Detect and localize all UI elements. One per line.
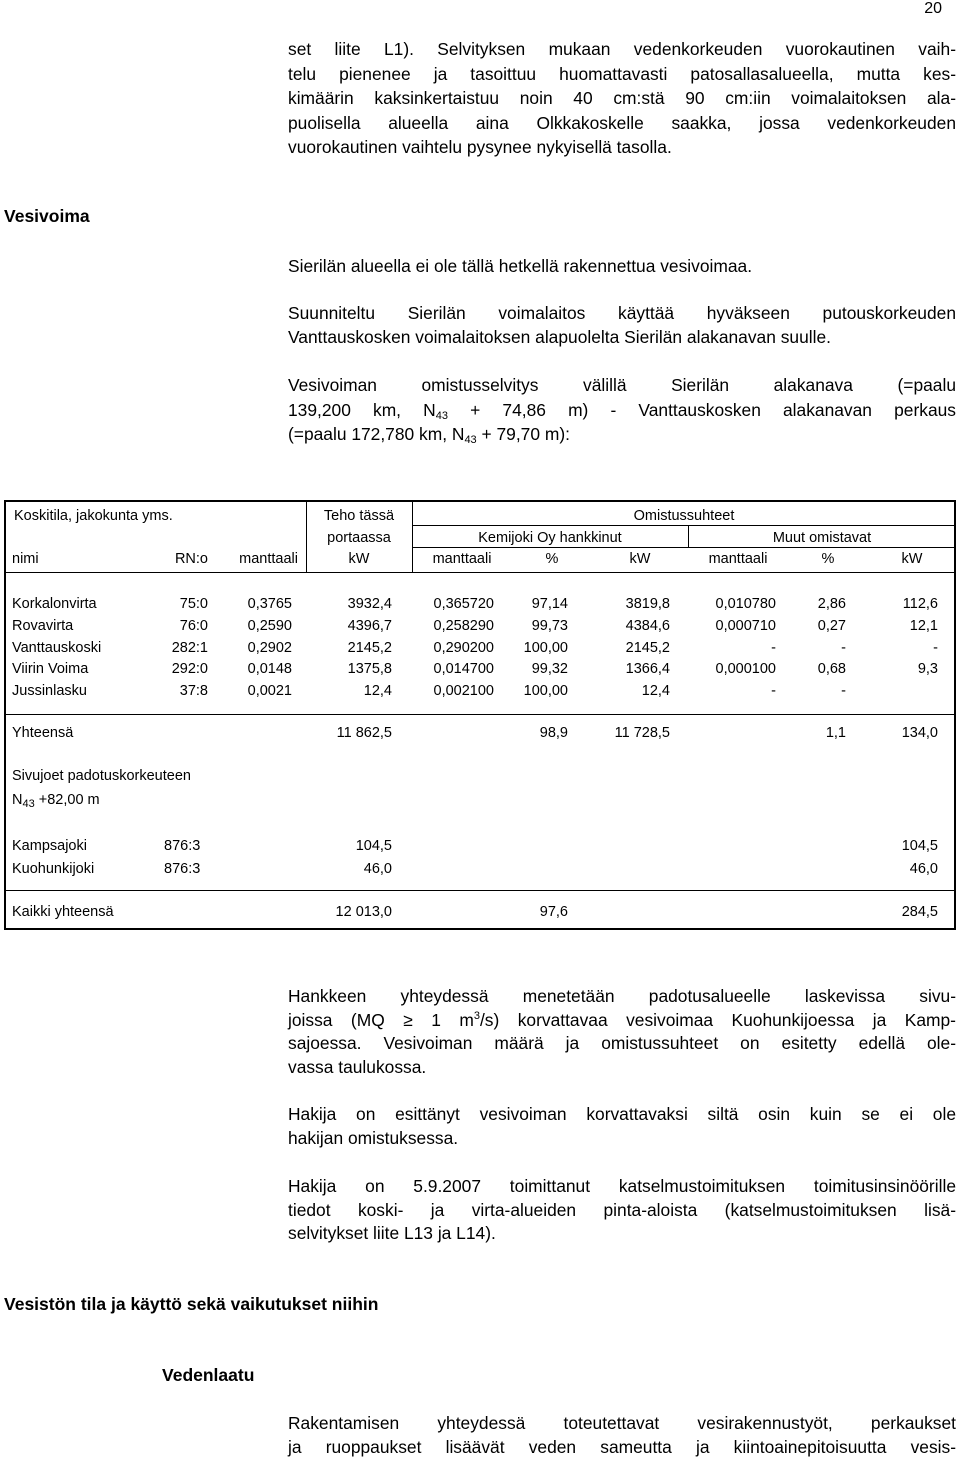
side-river-name: Kampsajoki [12, 838, 87, 854]
p7-line: ja ruoppaukset lisäävät veden sameutta ja kiintoainepitoisuutta vesis- [288, 1436, 956, 1457]
grand-total-kem-pct: 97,6 [539, 904, 568, 920]
section-heading-vedenlaatu: Vedenlaatu [162, 1365, 255, 1385]
col-muut-manttaali: manttaali [708, 551, 768, 567]
paragraph-5 [288, 1103, 956, 1150]
cell-rno: 75:0 [179, 596, 208, 612]
col-nimi: nimi [12, 551, 39, 567]
col-kw: kW [348, 551, 370, 567]
col-manttaali: manttaali [239, 551, 298, 567]
cell-muut-manttaali: 0,010780 [715, 596, 776, 612]
paragraph-6 [288, 1175, 956, 1246]
paragraph-3 [288, 373, 956, 447]
header-muut: Muut omistavat [772, 530, 872, 546]
intro-line: vuorokautinen vaihtelu pysynee nykyisellä tasolla. [288, 137, 672, 157]
cell-muut-kw: - [933, 639, 938, 656]
p5-line: hakijan omistuksessa. [288, 1127, 459, 1148]
cell-kem-manttaali: 0,014700 [433, 661, 494, 678]
cell-nimi: Korkalonvirta [12, 596, 97, 612]
total-kw: 11 862,5 [336, 725, 392, 741]
cell-muut-pct: 0,27 [817, 617, 846, 634]
paragraph-7 [288, 1412, 956, 1459]
intro-paragraph [288, 37, 956, 160]
header-koskitila: Koskitila, jakokunta yms. [14, 508, 173, 524]
cell-kw: 4396,7 [347, 617, 392, 634]
page-number: 20 [924, 0, 942, 17]
cell-rno: 282:1 [171, 639, 208, 656]
cell-rno: 292:0 [171, 661, 208, 678]
paragraph-4 [288, 985, 956, 1079]
grid-line [688, 526, 689, 548]
cell-manttaali: 0,2590 [247, 617, 292, 634]
side-river-name: Kuohunkijoki [12, 861, 95, 877]
cell-kem-manttaali: 0,290200 [433, 639, 494, 656]
cell-manttaali: 0,2902 [247, 639, 292, 656]
side-river-rno: 876:3 [164, 861, 201, 877]
paragraph-1 [288, 255, 956, 279]
p3-line: Vesivoiman omistusselvitys välillä Sierilän alakanava (=paalu [288, 375, 956, 395]
intro-line: puolisella alueella aina Olkkakoskelle saakka, jossa vedenkorkeuden [288, 112, 956, 133]
total-muut-kw: 134,0 [901, 725, 938, 741]
cell-kem-pct: 100,00 [523, 639, 568, 656]
grid-line [6, 572, 956, 573]
total-kem-pct: 98,9 [539, 725, 568, 741]
cell-kem-kw: 1366,4 [625, 661, 670, 678]
intro-line: kimäärin kaksinkertaistuu noin 40 cm:stä 90 cm:iin voimalaitoksen ala- [288, 88, 956, 108]
cell-muut-pct: - [841, 683, 846, 700]
col-rno: RN:o [174, 551, 208, 567]
cell-kem-pct: 99,73 [531, 617, 568, 634]
cell-nimi: Vanttauskoski [12, 639, 102, 656]
grand-total-kw: 12 013,0 [335, 904, 392, 920]
intro-line: telu pienenee ja tasoittuu huomattavasti patosallasalueella, mutta kes- [288, 63, 956, 84]
total-label: Yhteensä [12, 725, 74, 741]
p2-line: Vanttauskosken voimalaitoksen alapuolelta Sierilän alakanavan suulle. [288, 326, 831, 347]
col-kem-kw: kW [629, 551, 651, 567]
p7-line: Rakentamisen yhteydessä toteutettavat vesirakennustyöt, perkaukset [288, 1413, 956, 1433]
cell-muut-manttaali: - [771, 683, 776, 700]
cell-kem-pct: 99,32 [531, 661, 568, 678]
cell-kem-kw: 4384,6 [625, 617, 670, 634]
col-muut-pct: % [821, 551, 835, 567]
p1-line: Sierilän alueella ei ole tällä hetkellä rakennettua vesivoimaa. [288, 256, 753, 276]
cell-muut-pct: 0,68 [817, 661, 846, 678]
p3-line: 139,200 km, $N_{43} + 74,86$ m) - Vanttauskosken alakanavan perkaus [288, 399, 956, 422]
side-river-kw: 104,5 [355, 838, 392, 854]
paragraph-2 [288, 302, 956, 349]
total-kem-kw: 11 728,5 [614, 725, 670, 741]
header-teho-1: Teho tässä [323, 508, 395, 524]
side-river-muut-kw: 104,5 [901, 838, 938, 854]
p6-line: selvitykset liite L13 ja L14). [288, 1223, 496, 1243]
side-river-muut-kw: 46,0 [909, 861, 938, 877]
cell-muut-kw: 9,3 [917, 661, 938, 678]
grid-line [306, 502, 307, 572]
cell-kw: 2145,2 [347, 639, 392, 656]
p4-line: sajoessa. Vesivoiman määrä ja omistussuhteet on esitetty edellä ole- [288, 1033, 956, 1053]
side-river-kw: 46,0 [363, 861, 392, 877]
p3-line: (=paalu 172,780 km, $N_{43} + 79,70$ m): [288, 424, 570, 446]
p6-line: Hakija on 5.9.2007 toimittanut katselmustoimituksen toimitusinsinöörille [288, 1176, 956, 1196]
ownership-table [4, 500, 956, 930]
grand-total-muut-kw: 284,5 [901, 904, 938, 920]
grid-line [6, 714, 956, 715]
grid-line [412, 525, 956, 526]
cell-kem-manttaali: 0,002100 [433, 683, 494, 700]
cell-nimi: Viirin Voima [12, 661, 89, 678]
cell-rno: 76:0 [179, 617, 208, 634]
cell-kem-pct: 100,00 [523, 683, 568, 700]
grid-line [412, 502, 413, 572]
p4-line: joissa (MQ ≥ 1 $m^3/s$) korvattavaa vesivoimaa Kuohunkijoessa ja Kamp- [288, 1009, 956, 1030]
grid-line [6, 890, 956, 891]
side-river-rno: 876:3 [164, 838, 201, 854]
section-heading-vesisto: Vesistön tila ja käyttö sekä vaikutukset niihin [4, 1294, 379, 1314]
cell-nimi: Rovavirta [12, 617, 74, 634]
cell-muut-pct: - [841, 639, 846, 656]
p6-line: tiedot koski- ja virta-alueiden pinta-aloista (katselmustoimituksen lisä- [288, 1199, 956, 1220]
cell-muut-manttaali: 0,000710 [715, 617, 776, 634]
col-kem-pct: % [545, 551, 559, 567]
p4-line: vassa taulukossa. [288, 1056, 427, 1077]
p4-line: Hankkeen yhteydessä menetetään padotusalueelle laskevissa sivu- [288, 986, 956, 1006]
cell-muut-pct: 2,86 [817, 596, 846, 612]
col-kem-manttaali: manttaali [432, 551, 492, 567]
cell-kem-kw: 12,4 [641, 683, 670, 700]
cell-kw: 3932,4 [347, 596, 392, 612]
cell-nimi: Jussinlasku [12, 683, 87, 700]
cell-manttaali: 0,0148 [247, 661, 292, 678]
cell-kem-kw: 3819,8 [625, 596, 670, 612]
p5-line: Hakija on esittänyt vesivoiman korvattavaksi siltä osin kuin se ei ole [288, 1104, 956, 1124]
grand-total-label: Kaikki yhteensä [12, 904, 114, 920]
header-omistussuhteet: Omistussuhteet [633, 508, 735, 524]
sivujoet-label: Sivujoet padotuskorkeuteen [12, 768, 191, 784]
cell-manttaali: 0,0021 [247, 683, 292, 700]
cell-muut-manttaali: - [771, 639, 776, 656]
grid-line [412, 547, 956, 548]
intro-line: set liite L1). Selvityksen mukaan vedenkorkeuden vuorokautinen vaih- [288, 39, 956, 59]
p2-line: Suunniteltu Sierilän voimalaitos käyttää hyväkseen putouskorkeuden [288, 303, 956, 323]
cell-kw: 1375,8 [347, 661, 392, 678]
cell-muut-kw: 112,6 [902, 596, 938, 612]
cell-kem-manttaali: 0,365720 [433, 596, 494, 612]
cell-kem-pct: 97,14 [531, 596, 568, 612]
header-kemijoki: Kemijoki Oy hankkinut [478, 530, 622, 546]
sivujoet-level: $N_{43} +82,00$ m [12, 792, 100, 810]
col-muut-kw: kW [901, 551, 923, 567]
cell-muut-kw: 12,1 [909, 617, 938, 634]
cell-kw: 12,4 [363, 683, 392, 700]
header-teho-2: portaassa [327, 530, 391, 546]
total-muut-pct: 1,1 [825, 725, 846, 741]
cell-kem-manttaali: 0,258290 [433, 617, 494, 634]
cell-kem-kw: 2145,2 [625, 639, 670, 656]
cell-muut-manttaali: 0,000100 [715, 661, 776, 678]
section-heading-vesivoima: Vesivoima [4, 206, 90, 226]
cell-manttaali: 0,3765 [247, 596, 292, 612]
cell-rno: 37:8 [179, 683, 208, 700]
